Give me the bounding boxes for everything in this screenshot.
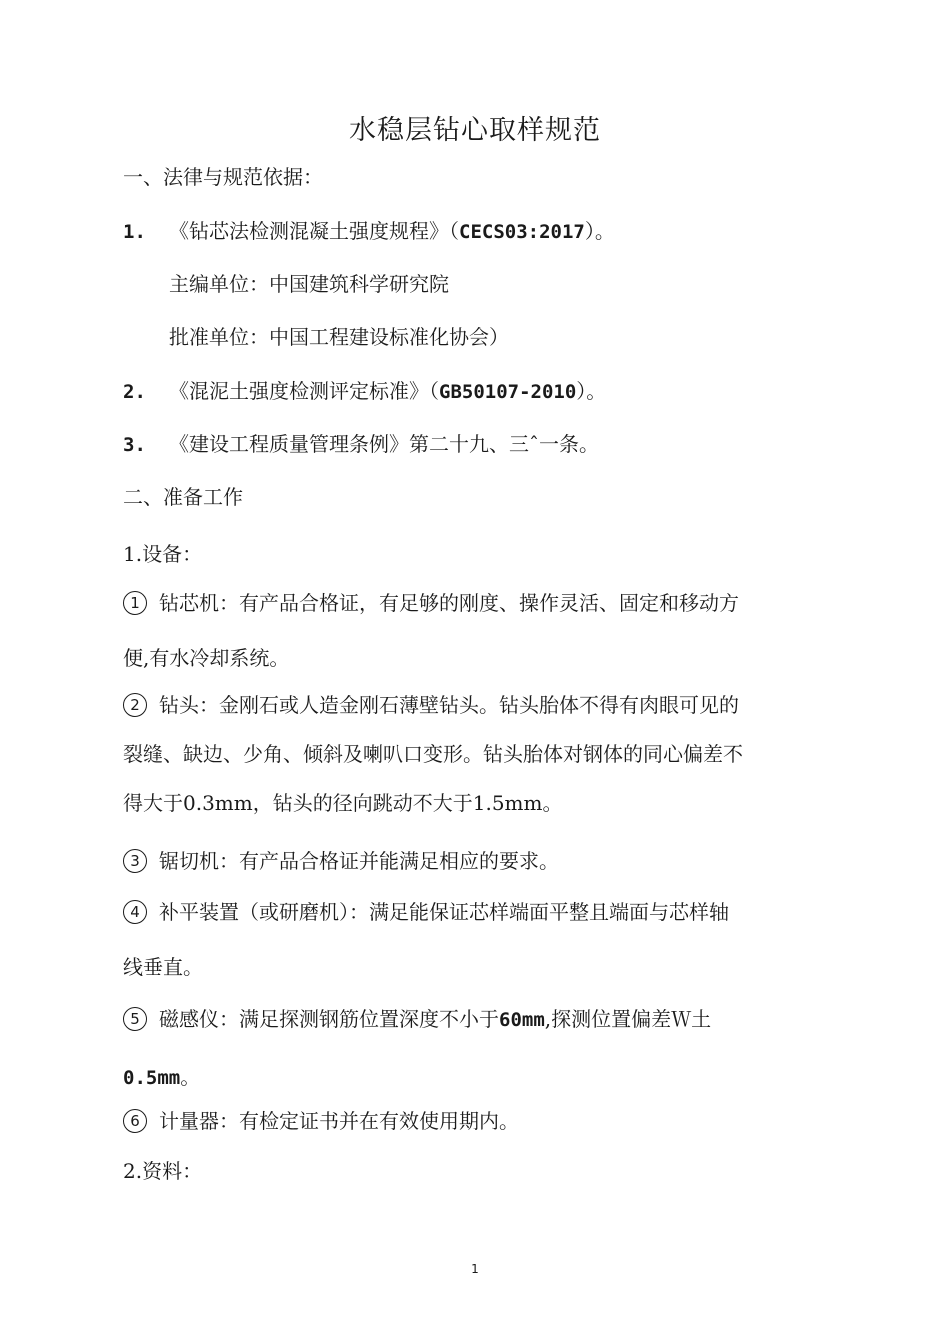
- law-item-2: [123, 376, 606, 407]
- equipment-item-6: [123, 1106, 519, 1136]
- item-text-end: ）。: [584, 219, 615, 243]
- equipment-text: 磁感仪：满足探测钢筋位置深度不小于: [159, 1007, 499, 1031]
- standard-code: GB50107-2010: [439, 381, 577, 403]
- equipment-item-4: [123, 897, 729, 927]
- circled-number: 2: [123, 693, 147, 717]
- equipment-item-2: [123, 690, 739, 720]
- equipment-item-5: [123, 1004, 711, 1035]
- equipment-text: 钻头：金刚石或人造金刚石薄壁钻头。钻头胎体不得有肉眼可见的: [159, 693, 739, 717]
- item-text: 《钻芯法检测混凝土强度规程》（: [169, 219, 459, 243]
- circled-number: 3: [123, 849, 147, 873]
- equipment-item-4-cont: 线垂直。: [123, 955, 203, 979]
- law-item-1: [123, 216, 615, 247]
- equipment-item-2-cont: 得大于0.3mm，钻头的径向跳动不大于1.5mm。: [123, 791, 563, 815]
- equipment-text: 计量器：有检定证书并在有效使用期内。: [159, 1109, 519, 1133]
- equipment-item-1: [123, 588, 739, 618]
- circled-number: 5: [123, 1007, 147, 1031]
- equipment-heading: 1.设备：: [123, 542, 203, 566]
- item-number: 2.: [123, 381, 146, 403]
- circled-number: 1: [123, 591, 147, 615]
- page-number: 1: [471, 1262, 479, 1276]
- equipment-item-2-cont: 裂缝、缺边、少角、倾斜及喇叭口变形。钻头胎体对钢体的同心偏差不: [123, 742, 743, 766]
- equipment-item-1-cont: 便,有水冷却系统。: [123, 646, 290, 670]
- section2-heading: 二、准备工作: [123, 485, 243, 509]
- law-item-3: [123, 429, 599, 460]
- section1-heading: 一、法律与规范依据：: [123, 165, 323, 189]
- item-number: 1.: [123, 221, 146, 243]
- tolerance-value: 0.5mm: [123, 1067, 181, 1089]
- equipment-text-end: 。: [180, 1065, 201, 1089]
- equipment-text-end: ,探测位置偏差Ｗ土: [544, 1007, 712, 1031]
- approver-unit: 批准单位：中国工程建设标准化协会）: [169, 325, 509, 349]
- item-text-end: ）。: [576, 379, 607, 403]
- materials-heading: 2.资料：: [123, 1159, 203, 1183]
- equipment-item-5-cont: [123, 1062, 200, 1093]
- equipment-text: 补平装置（或研磨机）：满足能保证芯样端面平整且端面与芯样轴: [159, 900, 729, 924]
- equipment-text: 钻芯机：有产品合格证，有足够的刚度、操作灵活、固定和移动方: [159, 591, 739, 615]
- equipment-item-3: [123, 846, 559, 876]
- item-text: 《建设工程质量管理条例》第二十九、三ˆ一条。: [169, 432, 599, 456]
- standard-code: CECS03:2017: [459, 221, 585, 243]
- depth-value: 60mm: [499, 1009, 545, 1031]
- circled-number: 4: [123, 900, 147, 924]
- equipment-text: 锯切机：有产品合格证并能满足相应的要求。: [159, 849, 559, 873]
- document-title: 水稳层钻心取样规范: [349, 115, 601, 146]
- editor-unit: 主编单位：中国建筑科学研究院: [169, 272, 449, 296]
- circled-number: 6: [123, 1109, 147, 1133]
- item-number: 3.: [123, 434, 146, 456]
- item-text: 《混泥土强度检测评定标准》（: [169, 379, 439, 403]
